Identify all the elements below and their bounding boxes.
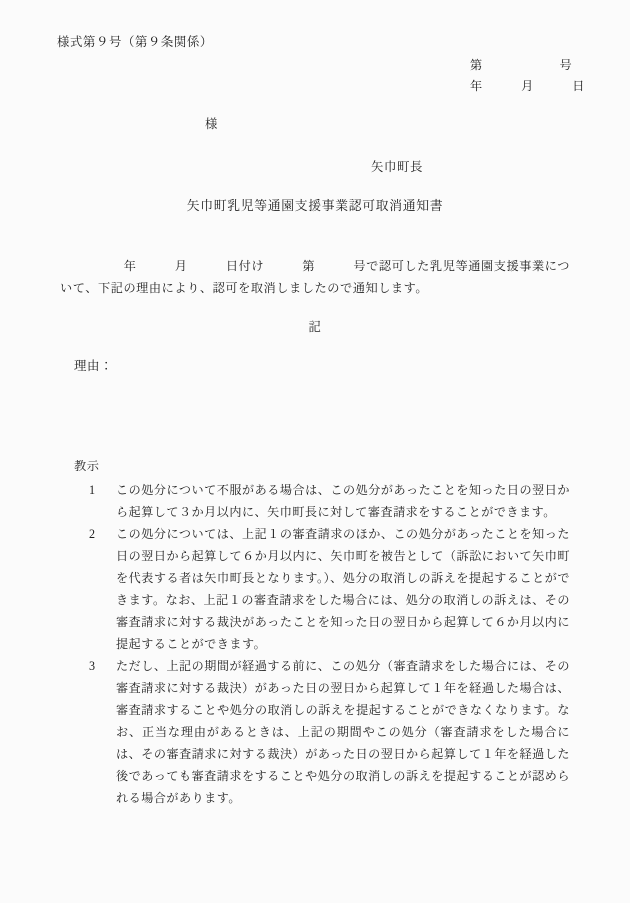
list-item — [89, 523, 570, 655]
list-item — [89, 655, 570, 809]
instructions-heading: 教示 — [74, 459, 100, 473]
list-item-text: この処分について不服がある場合は、この処分があったことを知った日の翌日から起算して３か月以内に、矢巾町長に対して審査請求をすることができます。 — [116, 483, 570, 519]
reason-label: 理由： — [74, 359, 113, 373]
issue-date-line: 年 月 日 — [470, 79, 586, 93]
list-item — [89, 479, 570, 523]
body-paragraph: 年 月 日付け 第 号で認可した乳児等通園支援事業について、下記の理由により、認可を取消しましたので通知します。 — [60, 259, 570, 295]
addressee-honorific: 様 — [205, 117, 218, 131]
issue-reference-block — [470, 55, 585, 97]
form-number-label: 様式第９号（第９条関係） — [57, 35, 213, 49]
instructions-list — [89, 479, 570, 809]
list-item-text: この処分については、上記１の審査請求のほか、この処分があったことを知った日の翌日から起算して６か月以内に、矢巾町を被告として（訴訟において矢巾町を代表する者は矢巾町長となります。）、処分の取消しの訴えを提起することができます。なお、上記１の審査請求をした場合には、処分の取消しの訴えは、その審査請求に対する裁決があったことを知った日の翌日から起算して６か月以内に提起することができます。 — [116, 527, 570, 651]
kiji-marker: 記 — [308, 320, 322, 334]
issuer-name: 矢巾町長 — [371, 160, 423, 174]
list-item-number: 1 — [89, 483, 96, 497]
list-item-number: 2 — [89, 527, 96, 541]
list-item-number: 3 — [89, 659, 96, 673]
document-title: 矢巾町乳児等通園支援事業認可取消通知書 — [186, 199, 444, 213]
issue-number-line: 第 号 — [470, 58, 573, 72]
list-item-text: ただし、上記の期間が経過する前に、この処分（審査請求をした場合には、その審査請求に対する裁決）があった日の翌日から起算して１年を経過した場合は、審査請求することや処分の取消しの訴えを提起することができなくなります。なお、正当な理由があるときは、上記の期間やこの処分（審査請求をした場合には、その審査請求に対する裁決）があった日の翌日から起算して１年を経過した後であっても審査請求をすることや処分の取消しの訴えを提起することが認められる場合があります。 — [116, 659, 570, 805]
